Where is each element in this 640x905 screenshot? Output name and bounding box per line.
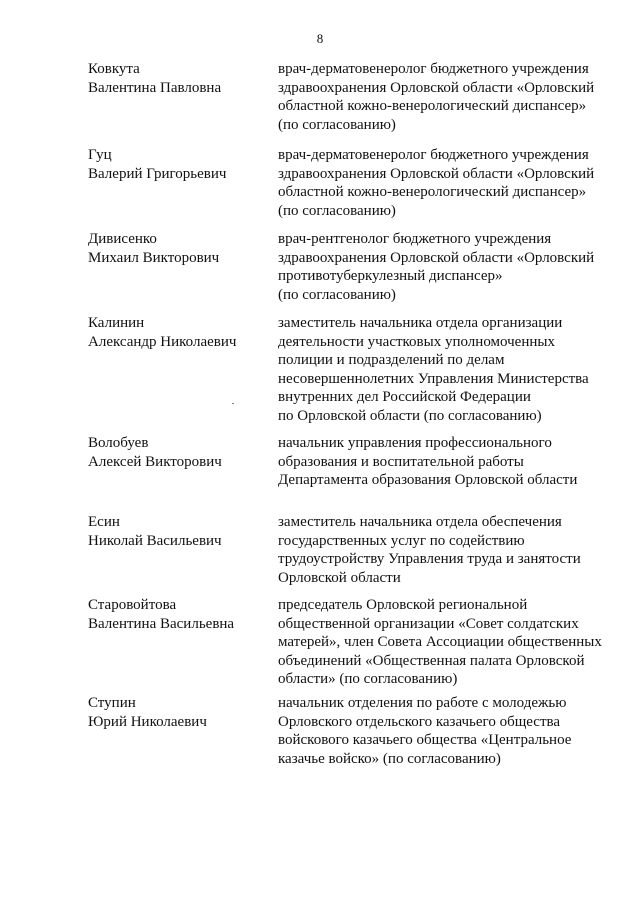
position-line: (по согласованию) [278, 286, 396, 303]
position-line: государственных услуг по содействию [278, 532, 525, 549]
position-line: здравоохранения Орловской области «Орловский [278, 249, 595, 266]
member-position [278, 694, 618, 768]
position-line: здравоохранения Орловской области «Орловский [278, 165, 595, 182]
member-position [278, 60, 618, 134]
member-surname: Старовойтова [88, 597, 177, 613]
position-line: внутренних дел Российской Федерации [278, 389, 531, 405]
member-surname: Есин [88, 514, 120, 530]
position-line: (по согласованию) [278, 116, 396, 133]
position-line: по Орловской области (по согласованию) [278, 407, 542, 424]
member-surname: Гуц [88, 147, 112, 163]
member-given-names: Алексей Викторович [88, 453, 222, 470]
member-given-names: Михаил Викторович [88, 249, 220, 266]
position-line: врач-рентгенолог бюджетного учреждения [278, 231, 552, 247]
page-number: 8 [316, 31, 324, 46]
position-line: общественной организации «Совет солдатских [278, 615, 579, 632]
position-line: председатель Орловской региональной [278, 597, 528, 613]
scan-speck [232, 403, 234, 404]
position-line: образования и воспитательной работы [278, 453, 524, 470]
member-name [88, 60, 268, 97]
member-name [88, 434, 268, 471]
member-name [88, 596, 268, 633]
position-line: заместитель начальника отдела обеспечения [278, 514, 562, 530]
position-line: деятельности участковых уполномоченных [278, 333, 555, 350]
member-surname: Ступин [88, 695, 136, 711]
member-given-names: Юрий Николаевич [88, 713, 207, 730]
position-line: войскового казачьего общества «Центральное [278, 732, 572, 748]
member-name [88, 146, 268, 183]
member-surname: Волобуев [88, 435, 149, 451]
position-line: (по согласованию) [278, 202, 396, 219]
position-line: областной кожно-венерологический диспансер» [278, 98, 587, 114]
member-position [278, 513, 618, 587]
member-position [278, 146, 618, 220]
member-surname: Калинин [88, 315, 145, 331]
member-name [88, 513, 268, 550]
position-line: Орловской области [278, 569, 401, 586]
position-line: Орловского отдельского казачьего общества [278, 713, 561, 730]
member-given-names: Николай Васильевич [88, 532, 222, 549]
position-line: матерей», член Совета Ассоциации общественных [278, 634, 602, 650]
position-line: трудоустройству Управления труда и занятости [278, 551, 581, 567]
position-line: Департамента образования Орловской области [278, 472, 578, 488]
position-line: здравоохранения Орловской области «Орловский [278, 79, 595, 96]
member-name [88, 314, 268, 351]
position-line: несовершеннолетних Управления Министерства [278, 370, 589, 387]
position-line: объединений «Общественная палата Орловской [278, 652, 585, 669]
position-line: начальник управления профессионального [278, 435, 552, 451]
member-position [278, 230, 618, 304]
position-line: заместитель начальника отдела организации [278, 315, 563, 331]
member-given-names: Валентина Павловна [88, 79, 222, 96]
member-surname: Ковкута [88, 61, 140, 77]
member-given-names: Валерий Григорьевич [88, 165, 227, 182]
position-line: противотуберкулезный диспансер» [278, 268, 503, 284]
position-line: областной кожно-венерологический диспансер» [278, 184, 587, 200]
position-line: врач-дерматовенеролог бюджетного учреждения [278, 61, 589, 77]
member-given-names: Александр Николаевич [88, 333, 237, 350]
position-line: казачье войско» (по согласованию) [278, 750, 501, 767]
member-name [88, 694, 268, 731]
position-line: области» (по согласованию) [278, 671, 458, 687]
position-line: врач-дерматовенеролог бюджетного учреждения [278, 147, 589, 163]
member-position [278, 434, 618, 490]
member-position [278, 314, 618, 425]
position-line: полиции и подразделений по делам [278, 352, 505, 368]
member-surname: Дивисенко [88, 231, 157, 247]
member-position [278, 596, 618, 689]
member-given-names: Валентина Васильевна [88, 615, 235, 632]
position-line: начальник отделения по работе с молодежью [278, 695, 567, 711]
member-name [88, 230, 268, 267]
